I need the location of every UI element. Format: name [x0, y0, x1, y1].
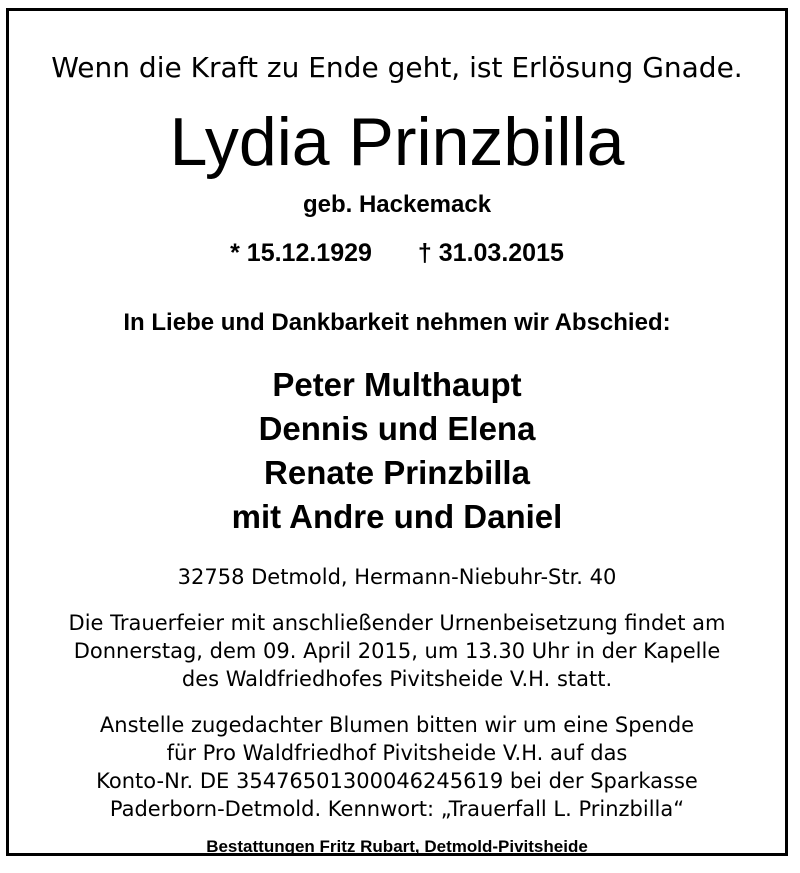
birth-name: geb. Hackemack	[302, 191, 492, 218]
donation-line: Anstelle zugedachter Blumen bitten wir um eine Spende	[99, 713, 695, 737]
mourner-name: Dennis und Elena	[258, 410, 536, 447]
farewell-text: In Liebe und Dankbarkeit nehmen wir Abschied:	[123, 309, 671, 336]
ceremony-line: Die Trauerfeier mit anschließender Urnenbeisetzung findet am	[68, 611, 726, 635]
death-date: † 31.03.2015	[417, 239, 564, 267]
ceremony-info	[9, 609, 785, 693]
address-text: 32758 Detmold, Hermann-Niebuhr-Str. 40	[177, 565, 617, 589]
obituary-frame	[6, 8, 788, 856]
deceased-name: Lydia Prinzbilla	[169, 104, 625, 180]
undertaker-text: Bestattungen Fritz Rubart, Detmold-Pivitsheide	[206, 837, 588, 856]
ceremony-line: des Waldfriedhofes Pivitsheide V.H. statt.	[181, 667, 613, 691]
life-dates	[9, 239, 785, 268]
donation-line: Konto-Nr. DE 35476501300046245619 bei der Sparkasse	[96, 769, 698, 793]
donation-line: für Pro Waldfriedhof Pivitsheide V.H. auf das	[166, 741, 628, 765]
ceremony-line: Donnerstag, dem 09. April 2015, um 13.30 Uhr in der Kapelle	[73, 639, 721, 663]
birth-date: * 15.12.1929	[230, 239, 372, 267]
mourner-name: Peter Multhaupt	[272, 366, 522, 403]
mourner-name: mit Andre und Daniel	[231, 498, 563, 535]
donation-line: Paderborn-Detmold. Kennwort: „Trauerfall L. Prinzbilla“	[109, 797, 685, 821]
mourners-list	[9, 363, 785, 539]
donation-info	[9, 711, 785, 823]
mourner-name: Renate Prinzbilla	[264, 454, 530, 491]
motto-text: Wenn die Kraft zu Ende geht, ist Erlösung Gnade.	[51, 51, 743, 84]
